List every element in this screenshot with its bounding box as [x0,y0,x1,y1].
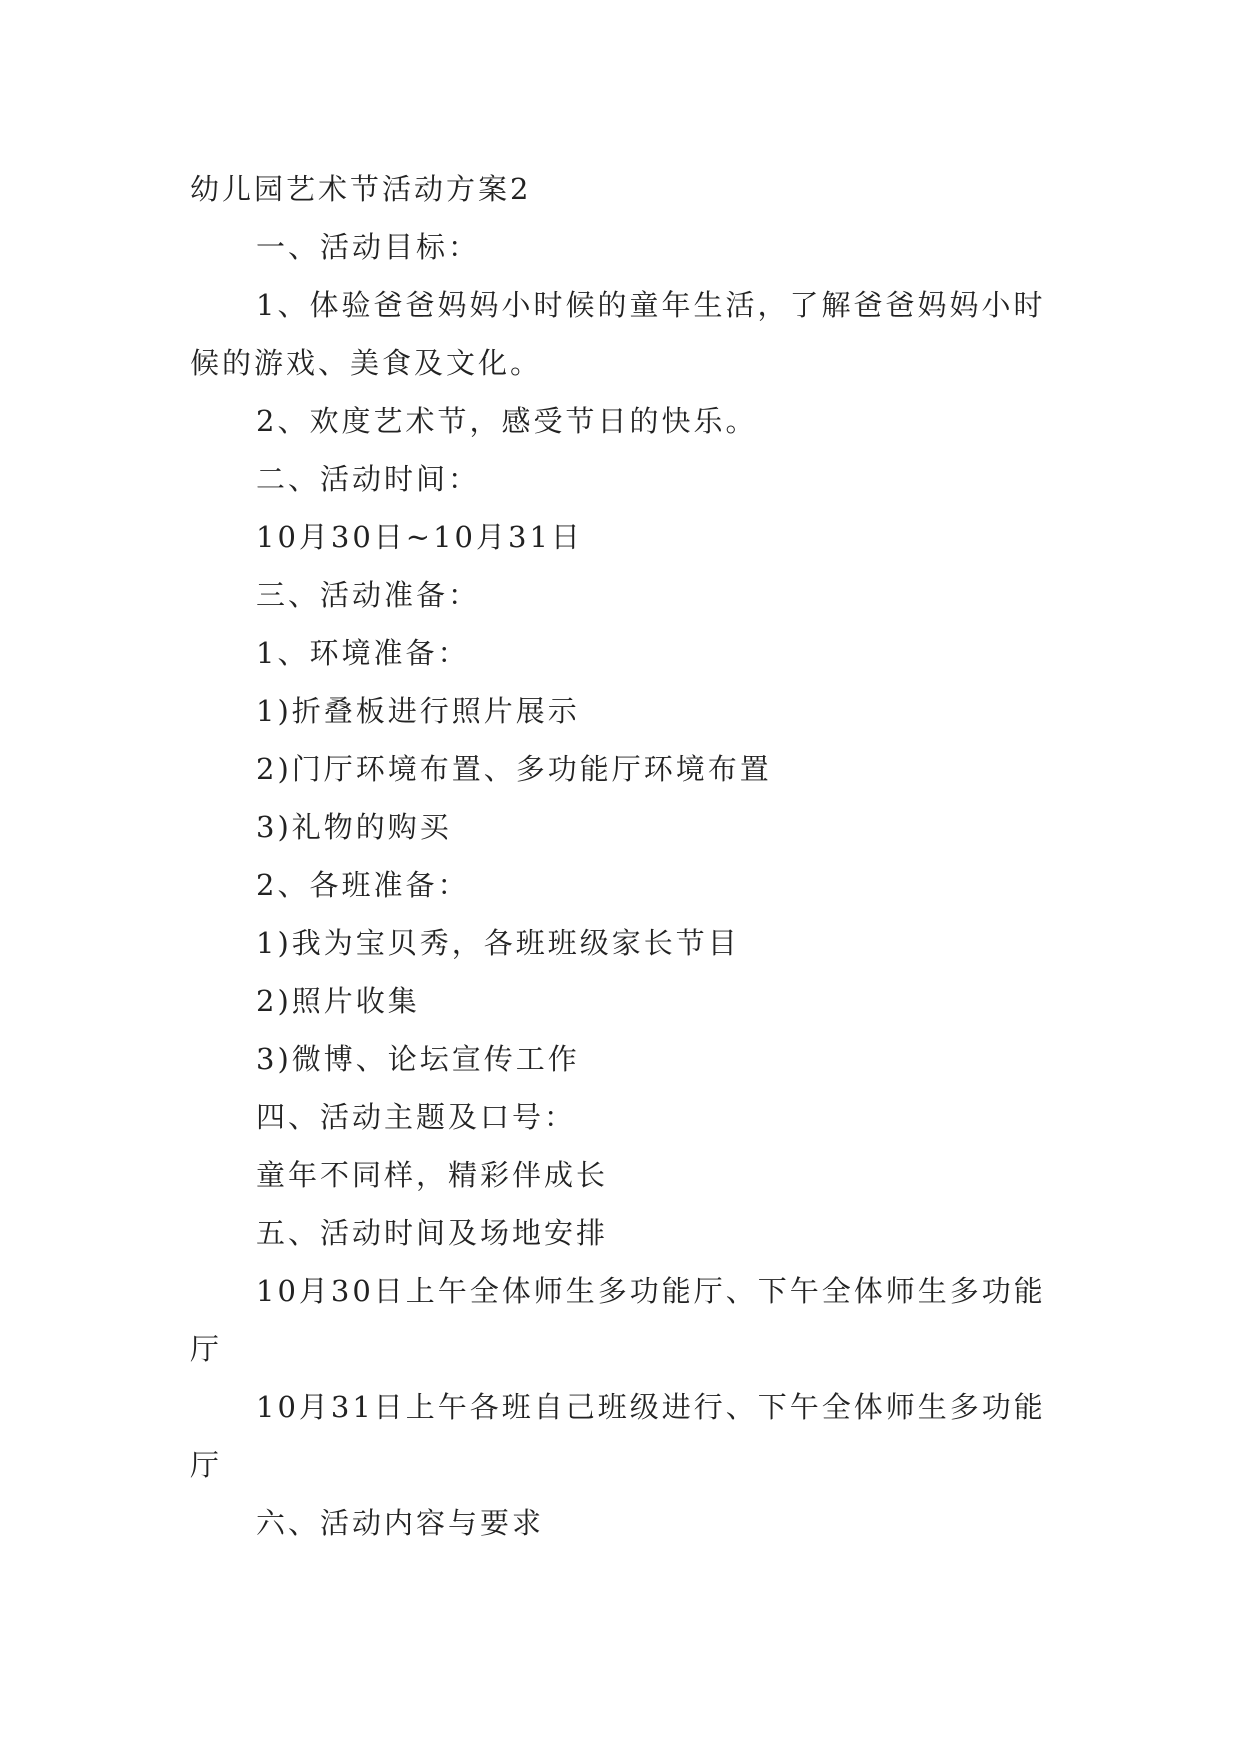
section-heading-time: 二、活动时间： [256,462,481,496]
list-item: 2)照片收集 [256,984,420,1018]
section-heading-content: 六、活动内容与要求 [256,1506,545,1540]
section-heading-theme: 四、活动主题及口号： [256,1100,577,1134]
schedule-item: 10月31日上午各班自己班级进行、下午全体师生多功能厅 [190,1390,1046,1482]
theme-slogan: 童年不同样，精彩伴成长 [256,1158,609,1192]
list-item: 3)礼物的购买 [256,810,452,844]
goal-item: 2、欢度艺术节，感受节日的快乐。 [256,404,758,438]
subheading-classes: 2、各班准备： [256,868,470,902]
document-page [190,160,1060,1552]
time-range: 10月30日~10月31日 [256,520,583,554]
list-item: 3)微博、论坛宣传工作 [256,1042,580,1076]
goal-item: 1、体验爸爸妈妈小时候的童年生活，了解爸爸妈妈小时候的游戏、美食及文化。 [190,288,1046,380]
schedule-item: 10月30日上午全体师生多功能厅、下午全体师生多功能厅 [190,1274,1046,1366]
list-item: 1)折叠板进行照片展示 [256,694,580,728]
subheading-environment: 1、环境准备： [256,636,470,670]
list-item: 1)我为宝贝秀，各班班级家长节目 [256,926,740,960]
document-title: 幼儿园艺术节活动方案2 [190,172,532,206]
section-heading-schedule: 五、活动时间及场地安排 [256,1216,609,1250]
section-heading-preparation: 三、活动准备： [256,578,481,612]
list-item: 2)门厅环境布置、多功能厅环境布置 [256,752,772,786]
section-heading-goals: 一、活动目标： [256,230,481,264]
